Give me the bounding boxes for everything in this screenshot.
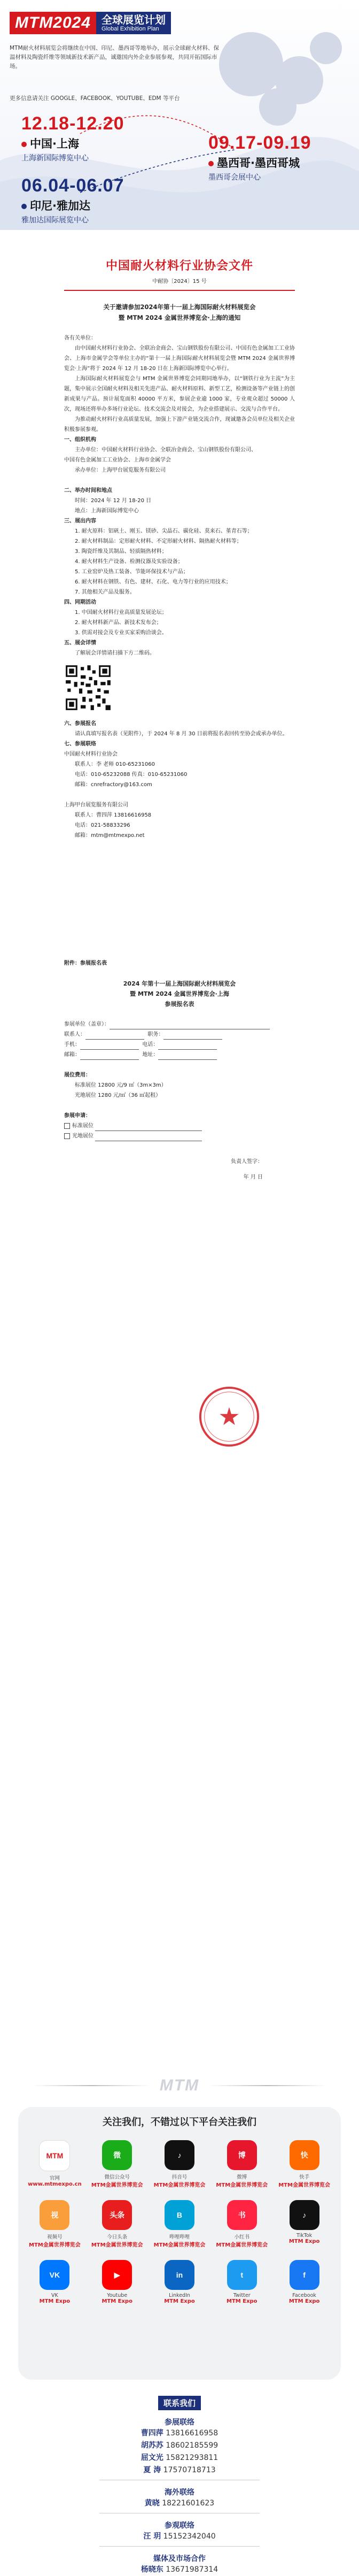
social-item[interactable] xyxy=(273,2140,335,2188)
section-heading: 一、组织机构 xyxy=(64,437,96,443)
section-heading: 五、展会详情 xyxy=(64,640,96,646)
social-platform-name: TikTok xyxy=(296,2233,313,2239)
social-account-name: MTM金属世界博览会 xyxy=(153,2242,206,2248)
hero-cta: 更多信息请关注 GOOGLE、FACEBOOK、YOUTUBE、EDM 等平台 xyxy=(10,95,180,102)
attachment-title: 附件：参展报名表 xyxy=(64,960,107,966)
stop-date: 09.17-09.19 xyxy=(208,133,311,153)
media-contact-title: 媒体及市场合作 xyxy=(153,2555,206,2563)
social-platform-name: LinkedIn xyxy=(169,2293,190,2298)
social-platform-name: 快手 xyxy=(299,2174,310,2180)
event-time: 时间：2024 年 12 月 18-20 日 xyxy=(75,498,152,504)
contact-row: 黄晓 18221601623 xyxy=(144,2499,215,2508)
social-platform-name: 微博 xyxy=(237,2174,247,2180)
booth-fee-standard: 标准展位 12800 元/9 ㎡（3m×3m） xyxy=(75,1082,167,1088)
contact-badge: 联系我们 xyxy=(158,2396,201,2410)
notice-title-line-2: 暨 MTM 2024 金属世界博览会·上海的通知 xyxy=(118,314,241,321)
social-item[interactable] xyxy=(149,2140,211,2188)
form-title-3: 参展报名表 xyxy=(165,1001,194,1008)
weibo-icon[interactable]: 博 xyxy=(227,2140,257,2170)
social-account-name: MTM Expo xyxy=(288,2239,320,2244)
social-platform-name: 微信公众号 xyxy=(104,2174,130,2180)
notice-title-line-1: 关于邀请参加2024年第十一届上海国际耐火材料展览会 xyxy=(103,303,256,311)
exhibit-item: 2. 耐火材料制品：定形耐火材料、不定形耐火材料、隔热耐火材料等； xyxy=(75,539,242,544)
tiktok-global-icon[interactable]: ♪ xyxy=(290,2200,319,2230)
exhibit-item: 1. 耐火原料：铝矾土、刚玉、镁砂、尖晶石、碳化硅、莫来石、堇青石等； xyxy=(75,528,253,534)
booth-fee-raw: 光地展位 1280 元/㎡（36 ㎡起租） xyxy=(75,1093,161,1098)
overseas-contact-title: 海外联络 xyxy=(165,2488,194,2497)
social-platform-name: Twitter xyxy=(233,2293,251,2298)
association-seal-icon xyxy=(198,1385,261,1448)
exhibitor-contact-line: 电话：021-58833296 xyxy=(75,822,130,828)
exhibit-item: 7. 其他相关产品及服务。 xyxy=(75,589,135,595)
document-number: 中耐协〔2024〕15 号 xyxy=(152,279,207,284)
social-item[interactable] xyxy=(273,2260,335,2304)
stop-date: 06.04-06.07 xyxy=(21,175,124,196)
social-item[interactable] xyxy=(210,2260,273,2304)
section-heading: 七、参展联络 xyxy=(64,741,96,747)
apply-raw[interactable]: 光地展位 xyxy=(64,1131,295,1141)
signature-date: 年 月 日 xyxy=(243,1174,263,1180)
logo-mtm-text: MTM2024 xyxy=(10,12,96,34)
social-item[interactable] xyxy=(24,2200,86,2248)
social-account-name: MTM金属世界博览会 xyxy=(216,2182,268,2188)
social-account-name: MTM金属世界博览会 xyxy=(91,2182,143,2188)
hero-banner xyxy=(0,0,359,230)
form-field[interactable]: 邮箱： 地址： xyxy=(64,1050,295,1060)
social-account-name: MTM Expo xyxy=(227,2298,257,2304)
social-platform-name: 小红书 xyxy=(234,2234,250,2240)
social-platform-name: 哔哩哔哩 xyxy=(169,2234,190,2240)
social-item[interactable] xyxy=(24,2140,86,2188)
event-place: 地点：上海新国际博览中心 xyxy=(75,508,139,514)
exhibit-item: 6. 耐火材料在钢铁、有色、建材、石化、电力等行业的应用技术； xyxy=(75,579,231,585)
stop-venue: 雅加达国际展览中心 xyxy=(21,216,89,225)
social-item[interactable] xyxy=(210,2140,273,2188)
tiktok-icon[interactable]: ♪ xyxy=(165,2140,194,2170)
signup-text: 请认真填写报名表（见附件），于 2024 年 8 月 30 日前将报名表回传至协会或承办单位。 xyxy=(75,731,288,737)
exhibitor-contact-line: 邮箱：mtm@mtmexpo.net xyxy=(75,833,145,839)
social-platform-name: VK xyxy=(51,2293,58,2298)
event-item: 1. 中国耐火材料行业高质量发展论坛； xyxy=(75,610,167,616)
xiaohongshu-icon[interactable]: 书 xyxy=(227,2200,257,2230)
paragraph-2: 上海国际耐火材料展览会与 MTM 金属世界博览会同期同地举办，以“钢铁行业为主流”为主题，集中展示全国耐火材料及相关先进产品、耐火材料原料、新型工艺，检测设备等产业链上的创新成果与产品。预计展览面积 40000 平方米，参展企业逾 1000 家，专业观众超过 50000 人次，现场还将举办多场行业论坛、技术交流会及对接会，为企业搭建展示、交流与合作平台。 xyxy=(64,376,295,412)
video-channel-icon[interactable]: 视 xyxy=(40,2200,69,2230)
paragraph-3: 为推动耐火材料行业高质量发展，加强上下游产业链交流合作，现诚邀各会员单位及相关企业积极参展参观。 xyxy=(64,417,295,433)
org-line: 中国有色金属加工工业协会、上海市金属学会 xyxy=(64,457,171,463)
mtm-logo-icon: MTM xyxy=(159,2077,200,2094)
social-item[interactable] xyxy=(149,2200,211,2248)
twitter-icon[interactable]: t xyxy=(227,2260,257,2290)
notice-document xyxy=(64,246,295,1188)
form-title-1: 2024 年第十一届上海国际耐火材料展览会 xyxy=(123,980,236,987)
stop-city: 印尼·雅加达 xyxy=(21,197,124,213)
footer-mtm-logo xyxy=(0,2075,359,2096)
hero-intro: MTM耐火材料展览会将继续在中国、印尼、墨西哥等地举办，展示全球耐火材料、保温材料及陶瓷纤维等领域新技术新产品，诚邀国内外企业参展参观，共同开拓国际市场。 xyxy=(10,45,220,70)
paragraph-1: 由中国耐火材料行业协会、全联冶金商会、宝山钢铁股份有限公司、中国有色金属加工工业协会、上海市金属学会等单位主办的“第十一届上海国际耐火材料展览会暨 MTM 2024 金属世界博览会·上海”将于 2024 年 12 月 18-20 日在上海新国际博览中心举行。 xyxy=(64,345,295,372)
social-platform-name: 抖音号 xyxy=(171,2174,188,2180)
exhibit-item: 5. 工业窑炉及热工装备、节能环保技术与产品； xyxy=(75,569,189,575)
social-platform-name: Facebook xyxy=(292,2293,316,2298)
contact-row: 曹四萍 13816616958 xyxy=(141,2429,218,2437)
event-item: 2. 耐火材料新产品、新技术发布会； xyxy=(75,620,162,626)
detail-text: 了解展会详情请扫描下方二维码。 xyxy=(75,650,155,656)
mtm-2024-logo xyxy=(10,12,171,34)
exhibitor-org: 上海甲台展览服务有限公司 xyxy=(64,802,128,808)
social-account-name: MTM Expo xyxy=(164,2298,195,2304)
contact-row: 汪 玥 15152342040 xyxy=(143,2532,216,2541)
apply-title: 参展申请： xyxy=(64,1113,91,1119)
org-line: 主办单位：中国耐火材料行业协会、全联冶金商会、宝山钢铁股份有限公司、 xyxy=(75,447,256,453)
section-heading: 四、同期活动 xyxy=(64,599,96,605)
kuaishou-icon[interactable]: 快 xyxy=(290,2140,319,2170)
salutation: 各有关单位： xyxy=(64,335,96,341)
social-grid xyxy=(24,2140,335,2304)
stop-mexico xyxy=(208,133,311,182)
signature-line: 负责人签字： xyxy=(231,1159,263,1165)
social-item[interactable] xyxy=(149,2260,211,2304)
social-account-name: MTM金属世界博览会 xyxy=(216,2242,268,2248)
social-account-name: MTM Expo xyxy=(102,2298,132,2304)
social-item[interactable] xyxy=(86,2140,149,2188)
booth-fee-title: 展位费用： xyxy=(64,1072,91,1078)
social-account-name: MTM Expo xyxy=(39,2298,71,2304)
social-account-name: MTM金属世界博览会 xyxy=(278,2182,330,2188)
youtube-icon[interactable]: ▶ xyxy=(102,2260,132,2290)
social-item[interactable] xyxy=(24,2260,86,2304)
toutiao-icon[interactable]: 头条 xyxy=(102,2200,132,2230)
social-item[interactable] xyxy=(86,2200,149,2248)
vk-icon[interactable]: VK xyxy=(40,2260,69,2290)
social-item[interactable] xyxy=(273,2200,335,2248)
form-field[interactable]: 联系人： 职务： xyxy=(64,1029,295,1040)
exhibit-item: 4. 耐火材料生产设备、检测仪器及实验设备； xyxy=(75,559,183,565)
contact-org: 中国耐火材料行业协会 xyxy=(64,751,118,757)
apply-standard[interactable]: 标准展位 xyxy=(64,1121,295,1131)
social-account-name: MTM金属世界博览会 xyxy=(153,2182,206,2188)
form-field[interactable]: 手机： 电话： xyxy=(64,1040,295,1050)
checkbox-icon[interactable] xyxy=(64,1133,70,1139)
contact-line: 联系人：李 老师 010-65231060 xyxy=(75,762,155,767)
section-heading: 三、展出内容 xyxy=(64,518,96,524)
org-line: 承办单位：上海甲台展览服务有限公司 xyxy=(75,467,166,473)
checkbox-icon[interactable] xyxy=(64,1123,70,1129)
bilibili-icon[interactable]: B xyxy=(165,2200,194,2230)
logo-plan-cn: 全球展览计划 xyxy=(102,13,166,26)
contact-line: 电话：010-65232088 传真：010-65231060 xyxy=(75,772,188,778)
stop-venue: 上海新国际博览中心 xyxy=(21,154,89,163)
mtm-logo-icon[interactable]: MTM xyxy=(39,2140,70,2171)
visit-contact-title: 参观联络 xyxy=(165,2521,194,2530)
exhibit-contact-title: 参展联络 xyxy=(165,2418,194,2427)
stop-date: 12.18-12.20 xyxy=(21,113,124,134)
section-heading: 六、参展报名 xyxy=(64,721,96,727)
social-account-name: MTM金属世界博览会 xyxy=(91,2242,143,2248)
logo-plan xyxy=(96,12,171,34)
social-account-name: MTM金属世界博览会 xyxy=(29,2242,81,2248)
social-platform-name: 今日头条 xyxy=(107,2234,128,2240)
contact-row: 胡苏苏 18602185599 xyxy=(141,2441,218,2450)
facebook-icon[interactable]: f xyxy=(290,2260,319,2290)
stop-jakarta xyxy=(21,175,124,225)
social-item[interactable] xyxy=(210,2200,273,2248)
contact-line: 邮箱：cnrefractory@163.com xyxy=(75,782,152,788)
form-title-2: 暨 MTM 2024 金属世界博览会·上海 xyxy=(130,990,229,997)
stop-shanghai xyxy=(21,113,124,163)
social-platform-name: 视频号 xyxy=(47,2234,63,2240)
section-heading: 二、举办时间和地点 xyxy=(64,488,112,494)
social-header: 关注我们，不错过以下平台关注我们 xyxy=(103,2117,256,2128)
qr-code-icon[interactable] xyxy=(64,664,112,712)
red-divider xyxy=(64,290,295,291)
event-item: 3. 供需对接会及专业买家采购洽谈会。 xyxy=(75,630,167,636)
social-account-name: www.mtmexpo.cn xyxy=(28,2181,82,2187)
contact-row: 屈文光 15821293811 xyxy=(141,2454,218,2462)
form-field[interactable]: 参展单位（盖章）： xyxy=(64,1019,295,1029)
social-account-name: MTM Expo xyxy=(288,2298,320,2304)
social-platform-name: Youtube xyxy=(107,2293,128,2298)
contact-section xyxy=(0,2396,359,2576)
exhibit-item: 3. 陶瓷纤维及其制品、轻质隔热材料； xyxy=(75,549,167,555)
social-media-panel xyxy=(18,2107,341,2380)
location-pin-icon xyxy=(21,204,27,209)
contact-row: 夏 涛 17570718713 xyxy=(143,2466,216,2474)
contact-row: 杨晓东 13671987314 xyxy=(141,2565,218,2574)
stop-venue: 墨西哥会展中心 xyxy=(208,173,261,182)
logo-plan-en: Global Exhibition Plan xyxy=(102,26,159,32)
social-item[interactable] xyxy=(86,2260,149,2304)
wechat-icon[interactable]: 微 xyxy=(102,2140,132,2170)
exhibitor-contact-line: 联系人：曹四萍 13816616958 xyxy=(75,812,152,818)
linkedin-icon[interactable]: in xyxy=(165,2260,194,2290)
location-pin-icon xyxy=(208,161,214,166)
stop-city: 中国·上海 xyxy=(21,135,124,151)
association-title: 中国耐火材料行业协会文件 xyxy=(105,259,253,273)
stop-city: 墨西哥·墨西哥城 xyxy=(208,155,311,171)
location-pin-icon xyxy=(21,142,27,147)
social-platform-name: 官网 xyxy=(49,2175,60,2181)
